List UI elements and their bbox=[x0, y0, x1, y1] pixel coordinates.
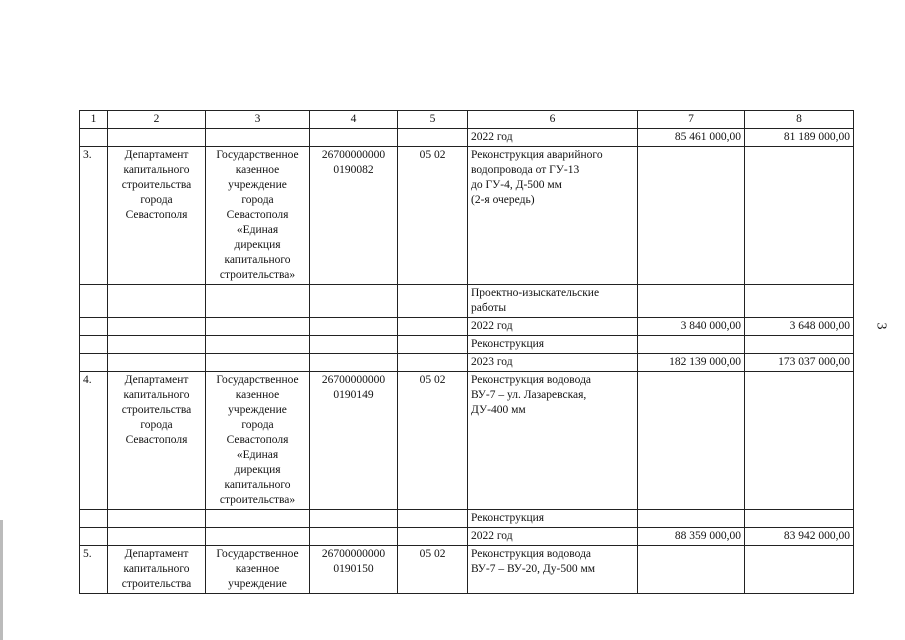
col-header-3: 3 bbox=[206, 111, 310, 129]
entry-3-stage-row bbox=[80, 318, 854, 336]
entry-number: 5. bbox=[80, 546, 108, 594]
amount-col8: 173 037 000,00 bbox=[745, 354, 854, 372]
amount-col8: 3 648 000,00 bbox=[745, 318, 854, 336]
recipient-institution: Государственное казенное учреждение города Севастополя «Единая дирекция капитального строительства» bbox=[206, 147, 310, 285]
budget-table bbox=[79, 110, 854, 594]
budget-code: 26700000000 0190082 bbox=[310, 147, 398, 285]
col-header-4: 4 bbox=[310, 111, 398, 129]
amount-col8 bbox=[745, 285, 854, 318]
stage-label: Реконструкция bbox=[468, 510, 638, 528]
stage-label: 2022 год bbox=[468, 129, 638, 147]
department: Департамент капитального строительства города Севастополя bbox=[108, 147, 206, 285]
col-header-6: 6 bbox=[468, 111, 638, 129]
stage-label: 2023 год bbox=[468, 354, 638, 372]
stage-label: Проектно-изыскательские работы bbox=[468, 285, 638, 318]
object-name: Реконструкция водовода ВУ-7 – ул. Лазаревская, ДУ-400 мм bbox=[468, 372, 638, 510]
amount-col7: 85 461 000,00 bbox=[638, 129, 745, 147]
entry-3-stage-row bbox=[80, 336, 854, 354]
entry-3-stage-row bbox=[80, 285, 854, 318]
entry-4-stage-row bbox=[80, 510, 854, 528]
continued-row bbox=[80, 129, 854, 147]
object-name: Реконструкция водовода ВУ-7 – ВУ-20, Ду-500 мм bbox=[468, 546, 638, 594]
section-code: 05 02 bbox=[398, 147, 468, 285]
amount-col7 bbox=[638, 285, 745, 318]
col-header-7: 7 bbox=[638, 111, 745, 129]
amount-col8: 83 942 000,00 bbox=[745, 528, 854, 546]
header-row bbox=[80, 111, 854, 129]
entry-3-stage-row bbox=[80, 354, 854, 372]
recipient-institution: Государственное казенное учреждение bbox=[206, 546, 310, 594]
col-header-8: 8 bbox=[745, 111, 854, 129]
section-code: 05 02 bbox=[398, 372, 468, 510]
entry-number: 4. bbox=[80, 372, 108, 510]
page-number: 3 bbox=[873, 322, 889, 330]
amount-col8 bbox=[745, 510, 854, 528]
department: Департамент капитального строительства города Севастополя bbox=[108, 372, 206, 510]
entry-4-stage-row bbox=[80, 528, 854, 546]
amount-col8 bbox=[745, 336, 854, 354]
amount-col7 bbox=[638, 510, 745, 528]
entry-4-main-row bbox=[80, 372, 854, 510]
budget-code: 26700000000 0190149 bbox=[310, 372, 398, 510]
budget-code: 26700000000 0190150 bbox=[310, 546, 398, 594]
amount-col7 bbox=[638, 336, 745, 354]
amount-col7: 182 139 000,00 bbox=[638, 354, 745, 372]
col-header-1: 1 bbox=[80, 111, 108, 129]
department: Департамент капитального строительства bbox=[108, 546, 206, 594]
stage-label: 2022 год bbox=[468, 528, 638, 546]
section-code: 05 02 bbox=[398, 546, 468, 594]
entry-number: 3. bbox=[80, 147, 108, 285]
entry-3-main-row bbox=[80, 147, 854, 285]
entry-5-main-row bbox=[80, 546, 854, 594]
col-header-5: 5 bbox=[398, 111, 468, 129]
col-header-2: 2 bbox=[108, 111, 206, 129]
stage-label: 2022 год bbox=[468, 318, 638, 336]
recipient-institution: Государственное казенное учреждение города Севастополя «Единая дирекция капитального строительства» bbox=[206, 372, 310, 510]
amount-col7: 88 359 000,00 bbox=[638, 528, 745, 546]
scan-edge-mark bbox=[0, 520, 3, 640]
amount-col8: 81 189 000,00 bbox=[745, 129, 854, 147]
object-name: Реконструкция аварийного водопровода от ГУ-13 до ГУ-4, Д-500 мм (2-я очередь) bbox=[468, 147, 638, 285]
stage-label: Реконструкция bbox=[468, 336, 638, 354]
amount-col7: 3 840 000,00 bbox=[638, 318, 745, 336]
